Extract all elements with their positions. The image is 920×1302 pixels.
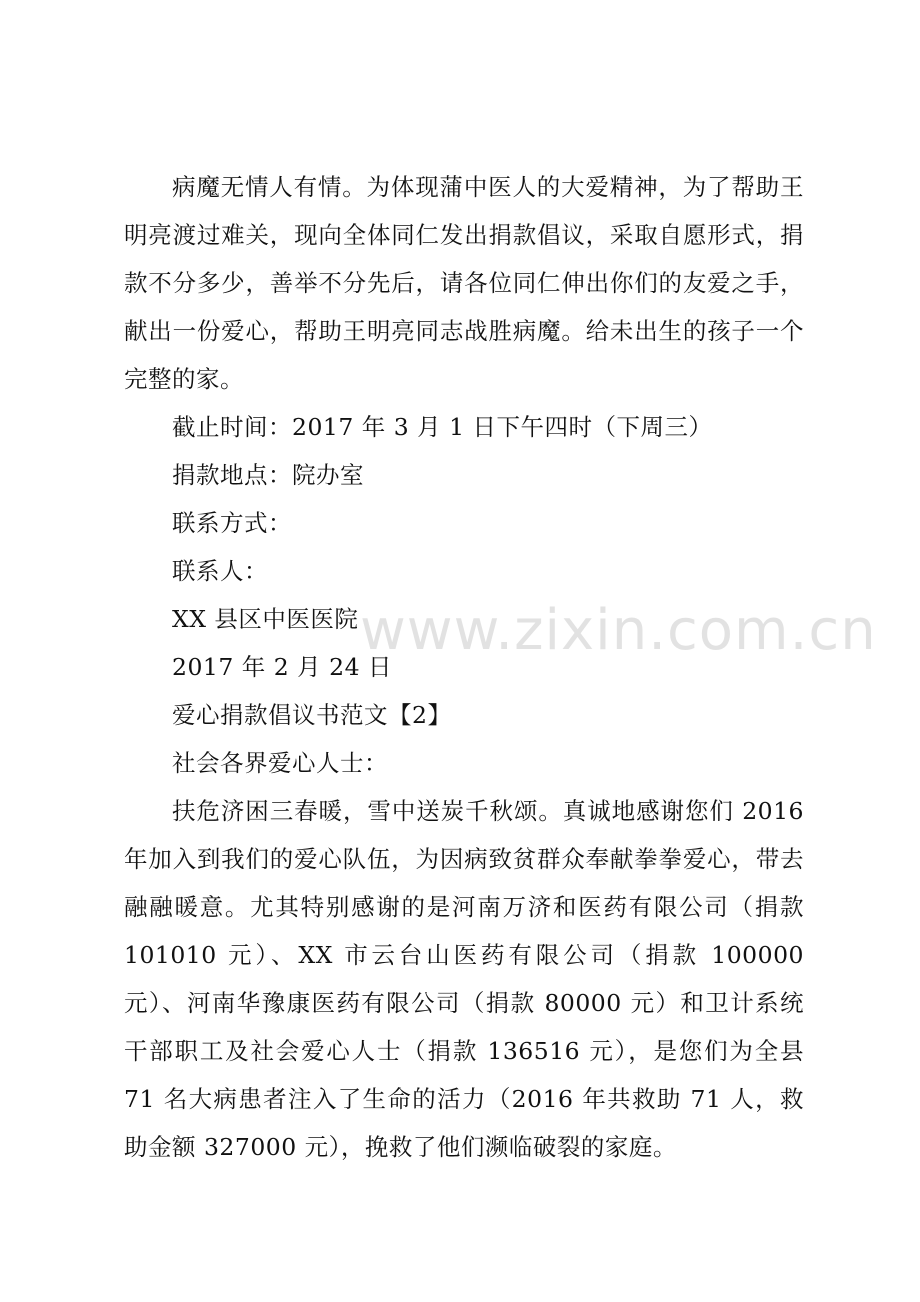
paragraph-salutation: 社会各界爱心人士： xyxy=(172,749,388,777)
paragraph-appeal: 病魔无情人有情。为体现蒲中医人的大爱精神，为了帮助王明亮渡过难关，现向全体同仁发出捐款倡议，采取自愿形式，捐款不分多少，善举不分先后，请各位同仁伸出你们的友爱之手，献出一份爱心，帮助王明亮同志战胜病魔。给未出生的孩子一个完整的家。 xyxy=(124,173,804,393)
paragraph-deadline: 截止时间：2017 年 3 月 1 日下午四时（下周三） xyxy=(172,413,713,441)
document-body xyxy=(124,163,804,1171)
paragraph-date: 2017 年 2 月 24 日 xyxy=(172,653,393,681)
paragraph-location: 捐款地点：院办室 xyxy=(172,461,364,489)
section-heading: 爱心捐款倡议书范文【2】 xyxy=(172,701,452,729)
paragraph-issuer: XX 县区中医医院 xyxy=(172,605,359,633)
paragraph-thanks: 扶危济困三春暖，雪中送炭千秋颂。真诚地感谢您们 2016 年加入到我们的爱心队伍，为因病致贫群众奉献拳拳爱心，带去融融暖意。尤其特别感谢的是河南万济和医药有限公司（捐款 101010 元）、XX 市云台山医药有限公司（捐款 100000 元）、河南华豫康医药有限公司（捐款 80000 元）和卫计系统干部职工及社会爱心人士（捐款 136516 元），是您们为全县 71 名大病患者注入了生命的活力（2016 年共救助 71 人，救助金额 327000 元），挽救了他们濒临破裂的家庭。 xyxy=(124,797,804,1161)
paragraph-contact-method: 联系方式： xyxy=(172,509,292,537)
paragraph-contact-person: 联系人： xyxy=(172,557,268,585)
site-watermark: www.zixin.com.cn xyxy=(360,598,877,663)
